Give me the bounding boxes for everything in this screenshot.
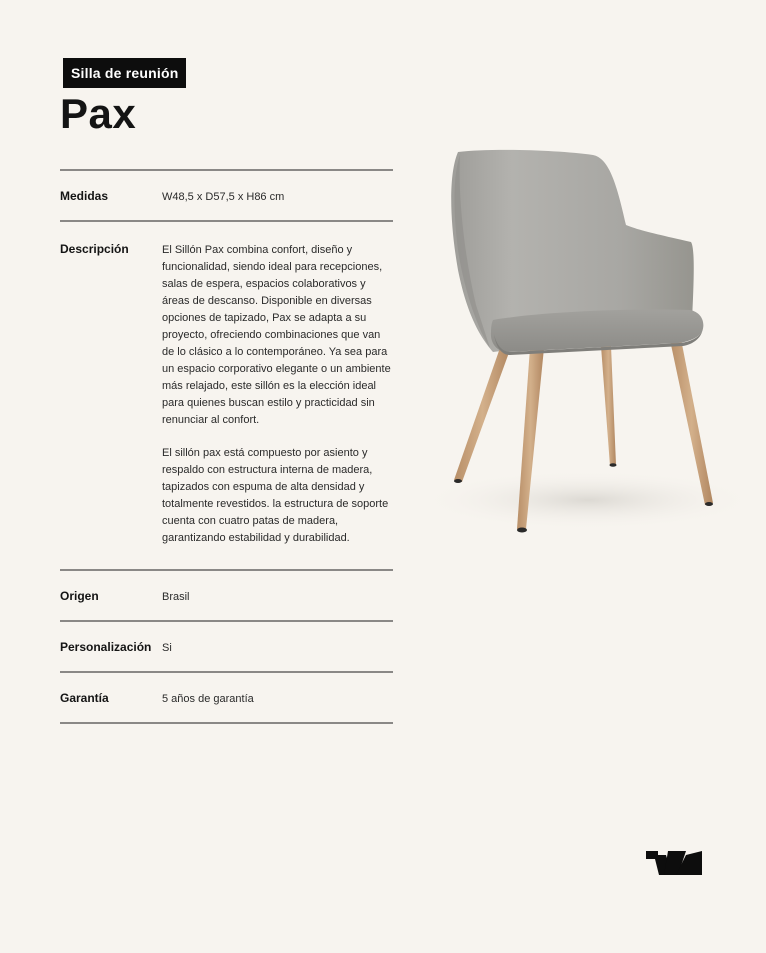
spec-row-description: [60, 220, 393, 569]
spec-value: Si: [162, 642, 172, 654]
description-paragraph: El sillón pax está compuesto por asiento y respaldo con estructura interna de madera, tapizados con espuma de alta densidad y totalmente revestidos. la estructura de soporte cuenta con cuatro patas de madera, garantizando estabilidad y durabilidad.: [162, 447, 389, 544]
description-text: [162, 242, 393, 547]
spec-label: Medidas: [60, 189, 109, 203]
spec-value: W48,5 x D57,5 x H86 cm: [162, 191, 285, 203]
chair-image: [398, 130, 766, 550]
spec-row-measures: [60, 169, 393, 220]
spec-row-origin: [60, 569, 393, 620]
spec-label: Personalización: [60, 640, 152, 654]
spec-label: Origen: [60, 589, 99, 603]
spec-row-warranty: [60, 671, 393, 724]
spec-value: 5 años de garantía: [162, 693, 254, 705]
specs-table: [60, 169, 393, 724]
description-paragraph: El Sillón Pax combina confort, diseño y funcionalidad, siendo ideal para recepciones, salas de espera, espacios colaborativos y áreas de descanso. Disponible en diversas opciones de tapizado, Pax se adapta a su proyecto, ofreciendo combinaciones que van de lo clásico a lo contemporáneo. Ya sea para un espacio corporativo elegante o un ambiente más relajado, este sillón es la elección ideal para quienes buscan estilo y practicidad sin renunciar al confort.: [162, 244, 391, 426]
category-tag: Silla de reunión: [63, 58, 186, 88]
spec-label: Garantía: [60, 691, 109, 705]
product-title: Pax: [60, 90, 137, 137]
spec-row-customization: [60, 620, 393, 671]
spec-value: Brasil: [162, 591, 190, 603]
spec-label: Descripción: [60, 242, 129, 256]
brand-logo-icon: [646, 851, 702, 875]
